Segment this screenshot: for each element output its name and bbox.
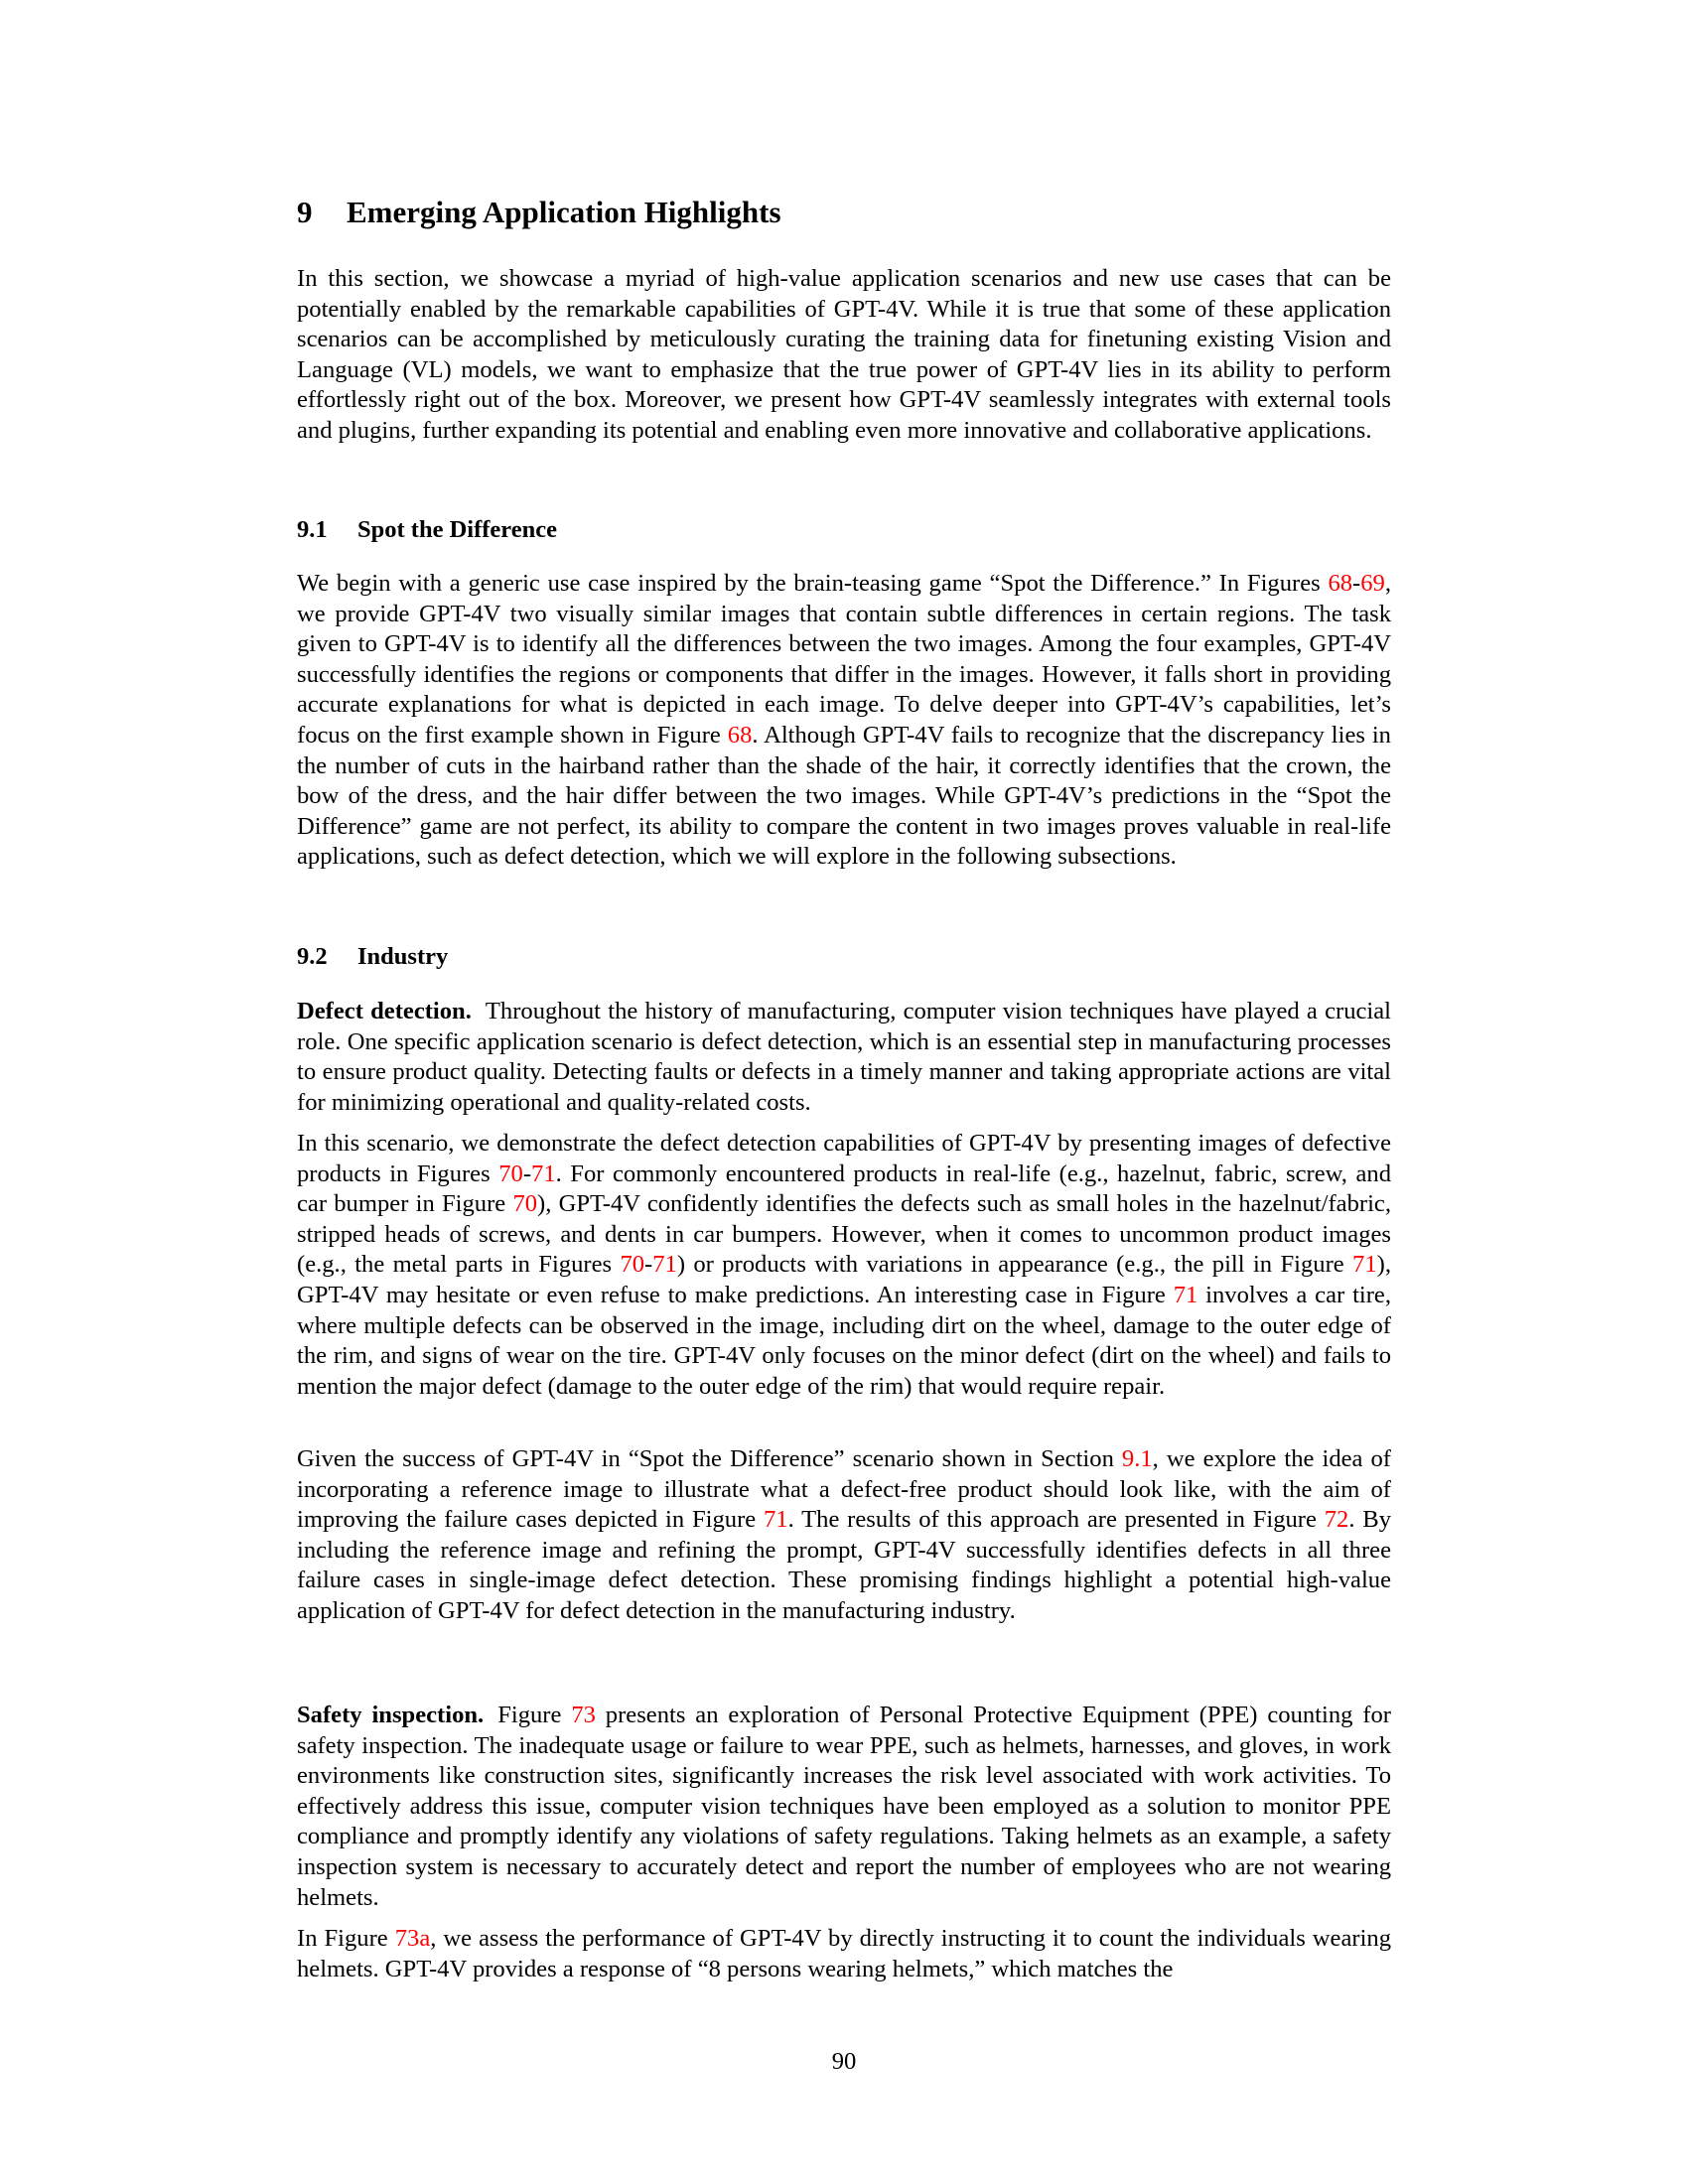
subsection-title: Spot the Difference [357, 516, 557, 543]
figure-link[interactable]: 72 [1324, 1506, 1349, 1534]
intro-paragraph: In this section, we showcase a myriad of high-value application scenarios and new use cases that can be potentially enabled by the remarkable capabilities of GPT-4V. While it is true that some of these application scenarios can be accomplished by meticulously curating the training data for finetuning existing Vision and Language (VL) models, we want to emphasize that the true power of GPT-4V lies in its ability to perform effortlessly right out of the box. Moreover, we present how GPT-4V seamlessly integrates with external tools and plugins, further expanding its potential and enabling even more innovative and collaborative applications. [297, 265, 1391, 444]
run-in-heading: Defect detection. [297, 998, 472, 1024]
safety-inspection-paragraph-1: Safety inspection. Figure 73 presents an exploration of Personal Protective Equipment (PPE) counting for safety inspection. The inadequate usage or failure to wear PPE, such as helmets, harnesses, and gloves, in work environments like construction sites, significantly increases the risk level associated with work activities. To effectively address this issue, computer vision techniques have been employed as a solution to monitor PPE compliance and promptly identify any violations of safety regulations. Taking helmets as an example, a safety inspection system is necessary to accurately detect and report the number of employees who are not wearing helmets. [297, 1702, 1392, 1911]
defect-detection-paragraph-3: Given the success of GPT-4V in “Spot the Difference” scenario shown in Section 9.1, we explore the idea of incorporating a reference image to illustrate what a defect-free product should look like, with the aim of improving the failure cases depicted in Figure 71. The results of this approach are presented in Figure 72. By including the reference image and refining the prompt, GPT-4V successfully identifies defects in all three failure cases in single-image defect detection. These promising findings highlight a potential high-value application of GPT-4V for defect detection in the manufacturing industry. [297, 1445, 1392, 1624]
figure-link[interactable]: 68 [727, 721, 753, 749]
section-heading [297, 195, 781, 230]
figure-link[interactable]: 68 [1328, 570, 1353, 597]
figure-link[interactable]: 70 [620, 1251, 645, 1279]
section-title: Emerging Application Highlights [347, 195, 781, 229]
subsection-heading-9-1: 9.1 Spot the Difference [297, 516, 557, 543]
figure-link[interactable]: 71 [531, 1160, 556, 1187]
figure-link[interactable]: 70 [498, 1160, 523, 1187]
spot-difference-paragraph: We begin with a generic use case inspired by the brain-teasing game “Spot the Difference.” In Figures 68-69, we provide GPT-4V two visually similar images that contain subtle differences in certain regions. The task given to GPT-4V is to identify all the differences between the two images. Among the four examples, GPT-4V successfully identifies the regions or components that differ in the images. However, it falls short in providing accurate explanations for what is depicted in each image. To delve deeper into GPT-4V’s capabilities, let’s focus on the first example shown in Figure 68. Although GPT-4V fails to recognize that the discrepancy lies in the number of cuts in the hairband rather than the shade of the hair, it correctly identifies that the crown, the bow of the dress, and the hair differ between the two images. While GPT-4V’s predictions in the “Spot the Difference” game are not perfect, its ability to compare the content in two images proves valuable in real-life applications, such as defect detection, which we will explore in the following subsections. [297, 570, 1391, 871]
figure-link[interactable]: 71 [764, 1506, 788, 1534]
page-number: 90 [831, 2048, 857, 2075]
figure-link[interactable]: 69 [1360, 570, 1385, 597]
safety-inspection-paragraph-2: In Figure 73a, we assess the performance of GPT-4V by directly instructing it to count the individuals wearing helmets. GPT-4V provides a response of “8 persons wearing helmets,” which matches the [297, 1925, 1391, 1982]
figure-link[interactable]: 71 [652, 1251, 677, 1279]
section-link[interactable]: 9.1 [1121, 1445, 1153, 1472]
subsection-heading-9-2: 9.2 Industry [297, 943, 449, 970]
figure-link[interactable]: 73 [571, 1702, 596, 1728]
defect-detection-paragraph-2: In this scenario, we demonstrate the defect detection capabilities of GPT-4V by presenting images of defective products in Figures 70-71. For commonly encountered products in real-life (e.g., hazelnut, fabric, screw, and car bumper in Figure 70), GPT-4V confidently identifies the defects such as small holes in the hazelnut/fabric, stripped heads of screws, and dents in car bumpers. However, when it comes to uncommon product images (e.g., the metal parts in Figures 70-71) or products with variations in appearance (e.g., the pill in Figure 71), GPT-4V may hesitate or even refuse to make predictions. An interesting case in Figure 71 involves a car tire, where multiple defects can be observed in the image, including dirt on the wheel, damage to the outer edge of the rim, and signs of wear on the tire. GPT-4V only focuses on the minor defect (dirt on the wheel) and fails to mention the major defect (damage to the outer edge of the rim) that would require repair. [297, 1130, 1391, 1400]
figure-link[interactable]: 70 [512, 1190, 538, 1218]
figure-link[interactable]: 71 [1173, 1281, 1198, 1308]
figure-link[interactable]: 73a [394, 1925, 431, 1952]
defect-detection-paragraph-1: Defect detection. Throughout the history of manufacturing, computer vision techniques have played a crucial role. One specific application scenario is defect detection, which is an essential step in manufacturing processes to ensure product quality. Detecting faults or defects in a timely manner and taking appropriate actions are vital for minimizing operational and quality-related costs. [297, 998, 1391, 1116]
figure-link[interactable]: 71 [1352, 1251, 1377, 1279]
run-in-heading: Safety inspection. [297, 1702, 485, 1728]
section-number: 9 [297, 195, 313, 229]
subsection-title: Industry [357, 943, 449, 970]
